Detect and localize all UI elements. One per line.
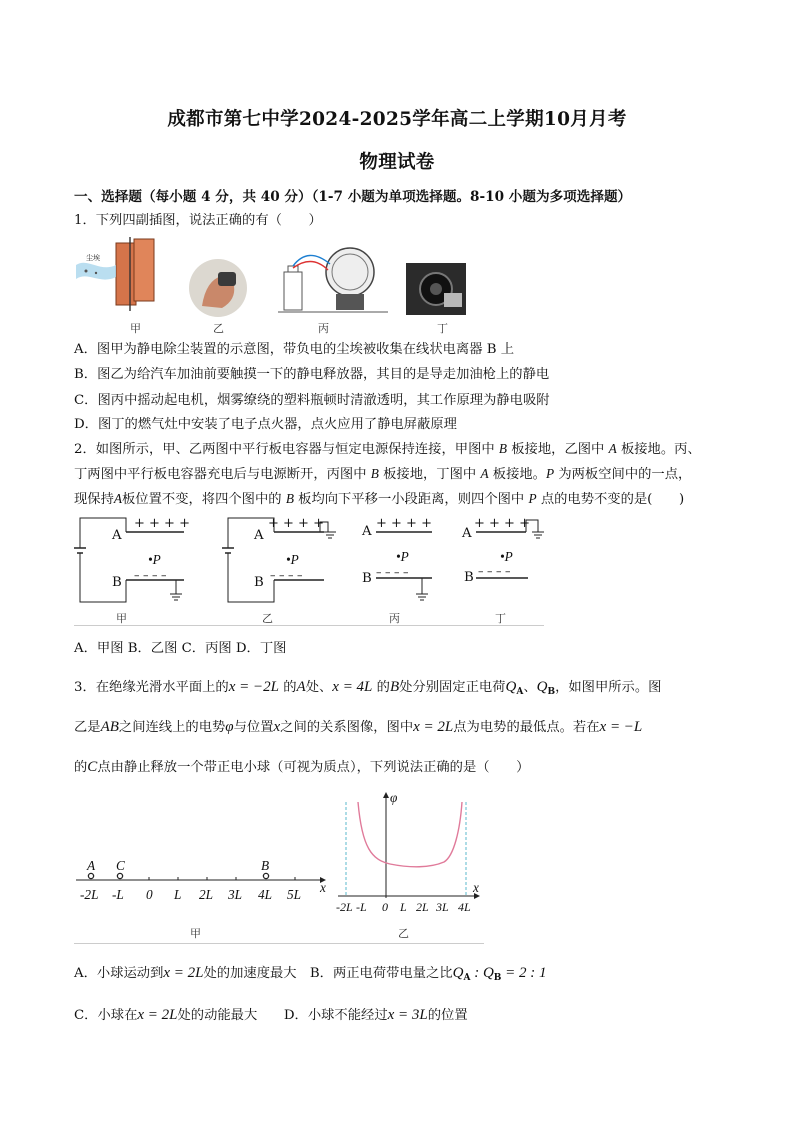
q2-stem-line2: 丁两图中平行板电容器充电后与电源断开，丙图中 B 板接地，丁图中 A 板接地。P 为两板空间中的一点， bbox=[74, 466, 692, 482]
section-heading: 一、选择题（每小题 4 分，共 40 分）（1-7 小题为单项选择题。8-10 小题为多项选择题） bbox=[74, 189, 632, 205]
q2-ding-plus: + + + + bbox=[474, 516, 530, 531]
q2-caption-bing: 丙 bbox=[389, 612, 400, 625]
q2-bing-label-a: A bbox=[362, 524, 372, 539]
q2-bing-minus: – – – – bbox=[376, 566, 409, 579]
q2-ding-point-p: •P bbox=[500, 549, 513, 564]
q2-stem-line3: 现保持A板位置不变，将四个图中的 B 板均向下平移一小段距离，则四个图中 P 点的电势不变的是( ) bbox=[74, 491, 685, 507]
q2-ding-minus: – – – – bbox=[478, 565, 511, 578]
q1-dust-label: 尘埃 bbox=[86, 254, 100, 262]
q3-axis-x: x bbox=[320, 880, 326, 895]
q3-graph-tick: 3L bbox=[436, 900, 449, 914]
q1-figure-jia bbox=[74, 237, 174, 327]
q3-tick-label: L bbox=[174, 887, 182, 902]
q2-bing-point-p: •P bbox=[396, 549, 409, 564]
q2-figure-bing bbox=[362, 514, 462, 608]
q1-figure-ding bbox=[406, 263, 466, 315]
q1-stem: 1．下列四副插图，说法正确的有（ ） bbox=[74, 213, 322, 228]
q3-tick-label: 0 bbox=[146, 887, 153, 902]
q2-jia-plus: + + + + bbox=[134, 516, 190, 531]
q2-ding-label-b: B bbox=[464, 570, 474, 585]
q2-bing-plus: + + + + bbox=[376, 516, 432, 531]
q2-jia-label-a: A bbox=[112, 528, 122, 543]
q2-figure-yi bbox=[220, 514, 350, 608]
q1-option-d: D．图丁的燃气灶中安装了电子点火器，点火应用了静电屏蔽原理 bbox=[74, 417, 457, 432]
q3-figure-yi bbox=[330, 790, 490, 920]
q1-option-a: A．图甲为静电除尘装置的示意图，带负电的尘埃被收集在线状电离器 B 上 bbox=[74, 342, 515, 357]
q3-axis-phi: φ bbox=[390, 790, 398, 805]
q3-stem-line1: 3．在绝缘光滑水平面上的x = −2L 的A处、x = 4L 的B处分别固定正电荷$Q_A$、$Q_B$，如图甲所示。图 bbox=[74, 679, 662, 697]
q2-caption-ding: 丁 bbox=[495, 612, 506, 625]
q3-option-cd: C．小球在x = 2L处的动能最大 D．小球不能经过x = 3L的位置 bbox=[74, 1007, 468, 1023]
q1-caption-yi: 乙 bbox=[213, 322, 224, 335]
q2-yi-label-b: B bbox=[254, 575, 264, 590]
q1-figure-bing bbox=[278, 240, 388, 320]
q2-bing-label-b: B bbox=[362, 571, 372, 586]
q3-figure-jia bbox=[74, 855, 334, 905]
page-title: 成都市第七中学2024-2025学年高二上学期10月月考 bbox=[167, 109, 627, 130]
q3-tick-label: 2L bbox=[199, 887, 214, 902]
q3-figure-rule bbox=[74, 943, 484, 944]
q1-option-c: C．图丙中摇动起电机，烟雾缭绕的塑料瓶顿时清澈透明，其工作原理为静电吸附 bbox=[74, 393, 550, 408]
q3-graph-tick: -2L bbox=[336, 900, 353, 914]
q2-figure-ding bbox=[462, 514, 562, 608]
q3-graph-tick: 4L bbox=[458, 900, 471, 914]
q2-stem-line1: 2．如图所示，甲、乙两图中平行板电容器与恒定电源保持连接，甲图中 B 板接地，乙图中 A 板接地。丙、 bbox=[74, 441, 701, 457]
q2-figure-jia bbox=[72, 514, 202, 608]
q3-caption-yi: 乙 bbox=[398, 927, 409, 940]
q2-caption-jia: 甲 bbox=[116, 612, 127, 625]
q2-yi-point-p: •P bbox=[286, 552, 299, 567]
q2-caption-yi: 乙 bbox=[262, 612, 273, 625]
q2-jia-label-b: B bbox=[112, 575, 122, 590]
q3-tick-label: 3L bbox=[228, 887, 243, 902]
q3-stem-line3: 的C点由静止释放一个带正电小球（可视为质点），下列说法正确的是（ ） bbox=[74, 759, 530, 775]
q1-figure-yi bbox=[188, 258, 248, 318]
q3-point-b: B bbox=[261, 858, 270, 873]
q3-tick-label: 5L bbox=[287, 887, 302, 902]
q2-yi-label-a: A bbox=[254, 528, 264, 543]
q2-options: A．甲图 B．乙图 C．丙图 D．丁图 bbox=[74, 641, 287, 656]
page-subtitle: 物理试卷 bbox=[359, 152, 435, 173]
q3-graph-tick: -L bbox=[356, 900, 367, 914]
q3-point-a: A bbox=[87, 858, 96, 873]
q3-tick-label: -2L bbox=[80, 887, 99, 902]
q3-tick-label: -L bbox=[112, 887, 124, 902]
q3-graph-axis-x: x bbox=[473, 880, 479, 895]
q2-jia-minus: – – – – bbox=[134, 569, 167, 582]
q2-yi-minus: – – – – bbox=[270, 569, 303, 582]
q3-point-c: C bbox=[116, 858, 125, 873]
q1-option-b: B．图乙为给汽车加油前要触摸一下的静电释放器，其目的是导走加油枪上的静电 bbox=[74, 367, 550, 382]
q3-caption-jia: 甲 bbox=[190, 927, 201, 940]
q1-caption-bing: 丙 bbox=[318, 322, 329, 335]
q2-ding-label-a: A bbox=[462, 526, 472, 541]
q2-figure-rule bbox=[74, 625, 544, 626]
q1-caption-jia: 甲 bbox=[130, 322, 141, 335]
q1-caption-ding: 丁 bbox=[437, 322, 448, 335]
q3-graph-tick: 0 bbox=[382, 900, 388, 914]
q2-yi-plus: + + + + bbox=[268, 516, 324, 531]
q3-graph-tick: L bbox=[400, 900, 407, 914]
q3-option-ab: A．小球运动到x = 2L处的加速度最大 B．两正电荷带电量之比$Q_A$ : $Q_B = 2$ : 1 bbox=[74, 965, 547, 983]
q2-jia-point-p: •P bbox=[148, 552, 161, 567]
q3-graph-tick: 2L bbox=[416, 900, 429, 914]
q3-stem-line2: 乙是AB之间连线上的电势φ与位置x之间的关系图像，图中x = 2L点为电势的最低点。若在x = −L bbox=[74, 719, 643, 735]
q3-tick-label: 4L bbox=[258, 887, 273, 902]
